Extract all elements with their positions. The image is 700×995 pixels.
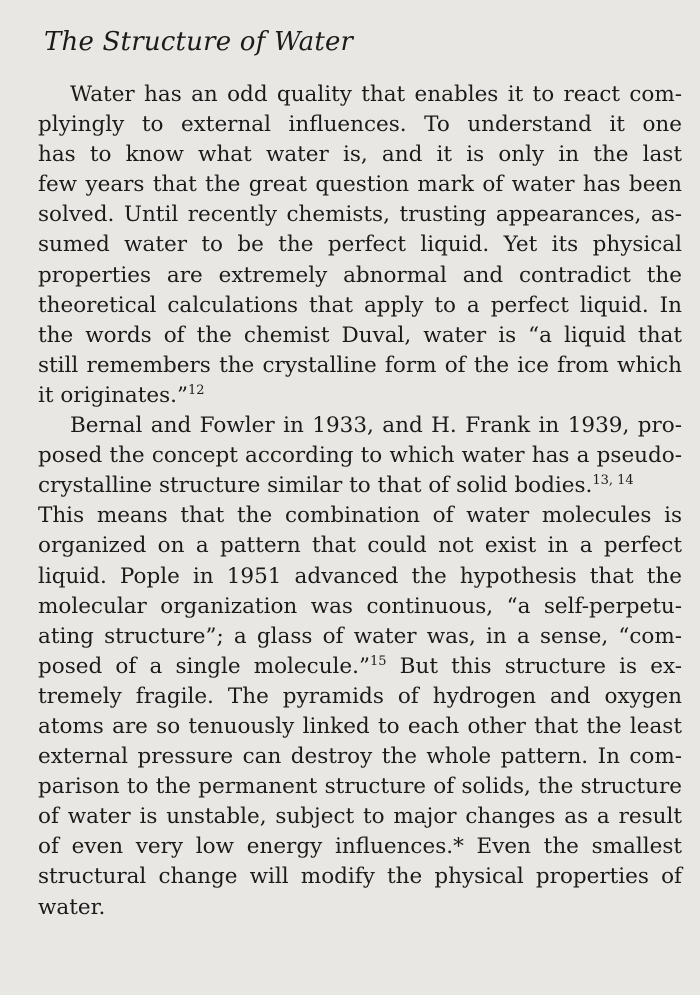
text-line: of even very low energy influences.* Even the smallest: [38, 834, 682, 860]
text-line: [38, 471, 682, 501]
footnote-ref-12: 12: [187, 382, 205, 398]
paragraph-1: [38, 80, 682, 411]
line-text: But this structure is ex-: [386, 653, 682, 679]
text-line: posed the concept according to which water has a pseudo-: [38, 443, 682, 469]
text-line: Bernal and Fowler in 1933, and H. Frank in 1939, pro-: [70, 413, 682, 439]
text-line: still remembers the crystalline form of the ice from which: [38, 352, 682, 378]
text-line: [38, 381, 682, 411]
footnote-ref-15: 15: [369, 653, 387, 669]
text-line: liquid. Pople in 1951 advanced the hypothesis that the: [38, 563, 682, 589]
text-line: tremely fragile. The pyramids of hydrogen and oxygen: [38, 683, 682, 709]
text-line: of water is unstable, subject to major changes as a result: [38, 804, 682, 830]
text-line: the words of the chemist Duval, water is “a liquid that: [38, 322, 682, 348]
text-line: This means that the combination of water molecules is: [38, 503, 682, 529]
line-text: crystalline structure similar to that of solid bodies.: [38, 473, 593, 499]
text-line: external pressure can destroy the whole pattern. In com-: [38, 744, 682, 770]
section-title: The Structure of Water: [44, 27, 354, 57]
line-text: posed of a single molecule.”: [38, 653, 370, 679]
text-line: molecular organization was continuous, “a self-perpetu-: [38, 593, 682, 619]
text-line: water.: [38, 894, 106, 920]
paragraph-2: [38, 411, 682, 923]
text-line: parison to the permanent structure of solids, the structure: [38, 774, 682, 800]
text-line: theoretical calculations that apply to a perfect liquid. In: [38, 292, 682, 318]
footnote-ref-13-14: 13, 14: [592, 473, 634, 489]
text-line: organized on a pattern that could not exist in a perfect: [38, 533, 682, 559]
text-line: few years that the great question mark of water has been: [38, 172, 682, 198]
text-line: atoms are so tenuously linked to each other that the least: [38, 713, 682, 739]
line-text: it originates.”: [38, 382, 188, 408]
text-line: [38, 652, 682, 682]
text-line: has to know what water is, and it is only in the last: [38, 142, 682, 168]
text-line: structural change will modify the physical properties of: [38, 864, 682, 890]
text-line: ating structure”; a glass of water was, in a sense, “com-: [38, 623, 682, 649]
text-line: sumed water to be the perfect liquid. Yet its physical: [38, 232, 682, 258]
text-line: Water has an odd quality that enables it to react com-: [70, 82, 682, 107]
text-line: plyingly to external influences. To understand it one: [38, 112, 682, 138]
text-line: solved. Until recently chemists, trusting appearances, as-: [38, 202, 682, 228]
text-line: properties are extremely abnormal and contradict the: [38, 262, 682, 288]
